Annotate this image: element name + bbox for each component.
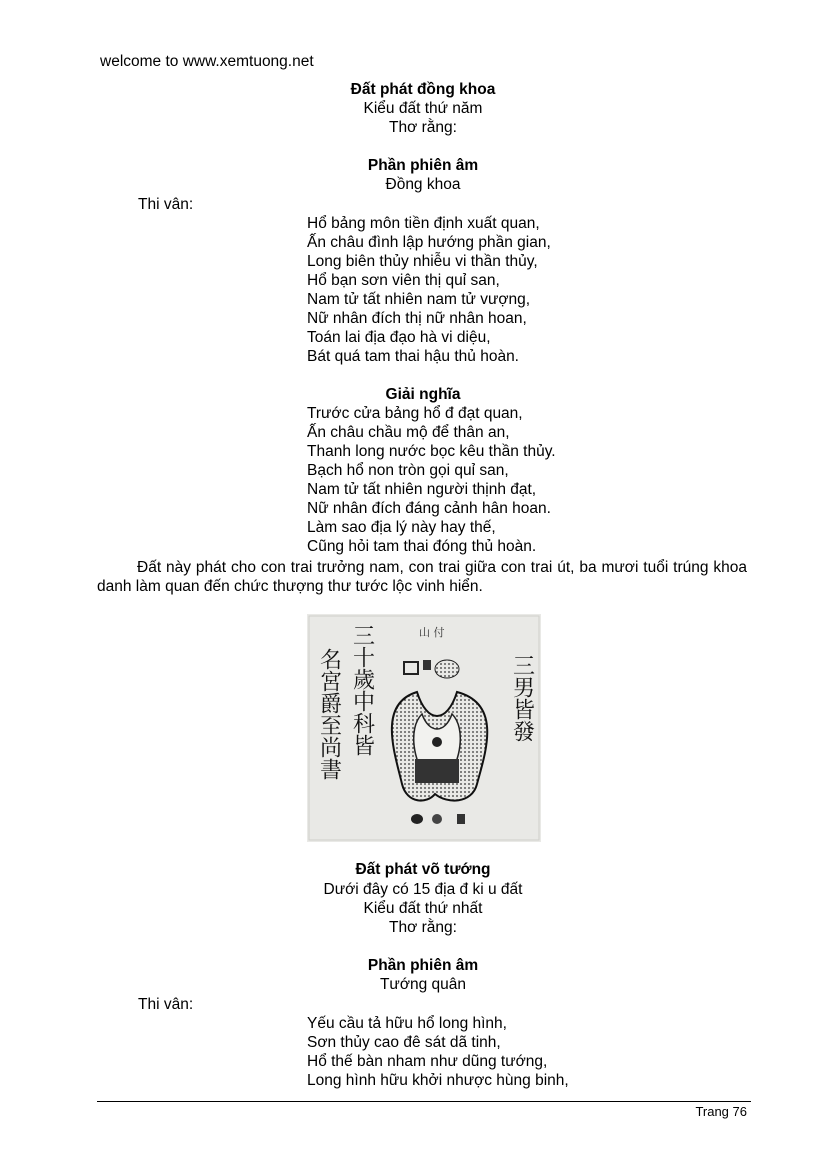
section2-thi-van: Thi vân: bbox=[138, 996, 194, 1013]
section2-intro: Thơ rằng: bbox=[389, 919, 457, 936]
section1-intro: Thơ rằng: bbox=[389, 119, 457, 136]
verse-line: Long hình hữu khởi nhược hùng binh, bbox=[307, 1072, 569, 1089]
section1-subtitle: Kiểu đất thứ năm bbox=[363, 100, 483, 117]
section2-heading-phien-am: Phần phiên âm bbox=[367, 957, 479, 974]
verse-line: Ấn châu đình lập hướng phần gian, bbox=[307, 234, 551, 251]
verse-line: Yếu cầu tả hữu hổ long hình, bbox=[307, 1015, 507, 1032]
page-number: Trang 76 bbox=[695, 1104, 747, 1119]
verse-line: Nam tử tất nhiên nam tử vượng, bbox=[307, 291, 531, 308]
verse-line: Cũng hỏi tam thai đóng thủ hoàn. bbox=[307, 538, 537, 555]
verse-line: Hổ bạn sơn viên thị quỉ san, bbox=[307, 272, 500, 289]
figure-top-label: 山 付 bbox=[419, 626, 445, 639]
verse-line: Nữ nhân đích thị nữ nhân hoan, bbox=[307, 310, 527, 327]
figure-right-column: 三男皆發 bbox=[509, 654, 535, 742]
verse-line: Ấn châu chầu mộ để thân an, bbox=[307, 424, 510, 441]
section1-heading-phien-am: Phần phiên âm bbox=[367, 157, 479, 174]
section1-thi-van: Thi vân: bbox=[138, 196, 194, 213]
section1-paragraph: Đất này phát cho con trai trưởng nam, con trai giữa con trai út, ba mươi tuổi trúng khoa danh làm quan đến chức thượng thư tước lộc vinh hiển. bbox=[97, 559, 747, 595]
figure-left-column-2: 三十歲中科皆 bbox=[349, 624, 375, 756]
section1-title: Đất phát đồng khoa bbox=[350, 81, 496, 98]
section2-phien-am-verse bbox=[307, 1014, 569, 1090]
section2-subtitle: Kiểu đất thứ nhất bbox=[363, 900, 483, 917]
verse-line: Thanh long nước bọc kêu thần thủy. bbox=[307, 443, 556, 460]
verse-line: Trước cửa bảng hổ đ đạt quan, bbox=[307, 405, 523, 422]
figure-left-column-1: 名宮爵至尚書 bbox=[316, 648, 342, 780]
verse-line: Hổ thế bàn nham như dũng tướng, bbox=[307, 1053, 548, 1070]
verse-line: Làm sao địa lý này hay thế, bbox=[307, 519, 496, 536]
section2-line1: Dưới đây có 15 địa đ ki u đất bbox=[323, 881, 523, 898]
welcome-text: welcome to www.xemtuong.net bbox=[100, 53, 314, 70]
verse-line: Toán lai địa đạo hà vi diệu, bbox=[307, 329, 491, 346]
section1-giai-nghia-verse bbox=[307, 404, 556, 556]
section2-title: Đất phát võ tướng bbox=[355, 861, 491, 878]
section1-heading-giai-nghia: Giải nghĩa bbox=[385, 386, 461, 403]
verse-line: Nữ nhân đích đáng cảnh hân hoan. bbox=[307, 500, 551, 517]
geomancy-diagram-image bbox=[307, 614, 541, 842]
section1-phien-am-verse bbox=[307, 214, 551, 366]
verse-line: Bạch hổ non tròn gọi quỉ san, bbox=[307, 462, 509, 479]
verse-line: Bát quá tam thai hậu thủ hoàn. bbox=[307, 348, 519, 365]
verse-line: Sơn thủy cao đê sát dã tinh, bbox=[307, 1034, 501, 1051]
verse-line: Hổ bảng môn tiền định xuất quan, bbox=[307, 215, 540, 232]
section1-poem-name: Đồng khoa bbox=[385, 176, 461, 193]
verse-line: Long biên thủy nhiễu vi thần thủy, bbox=[307, 253, 538, 270]
footer-divider bbox=[97, 1101, 751, 1102]
section2-poem-name: Tướng quân bbox=[379, 976, 467, 993]
verse-line: Nam tử tất nhiên người thịnh đạt, bbox=[307, 481, 537, 498]
